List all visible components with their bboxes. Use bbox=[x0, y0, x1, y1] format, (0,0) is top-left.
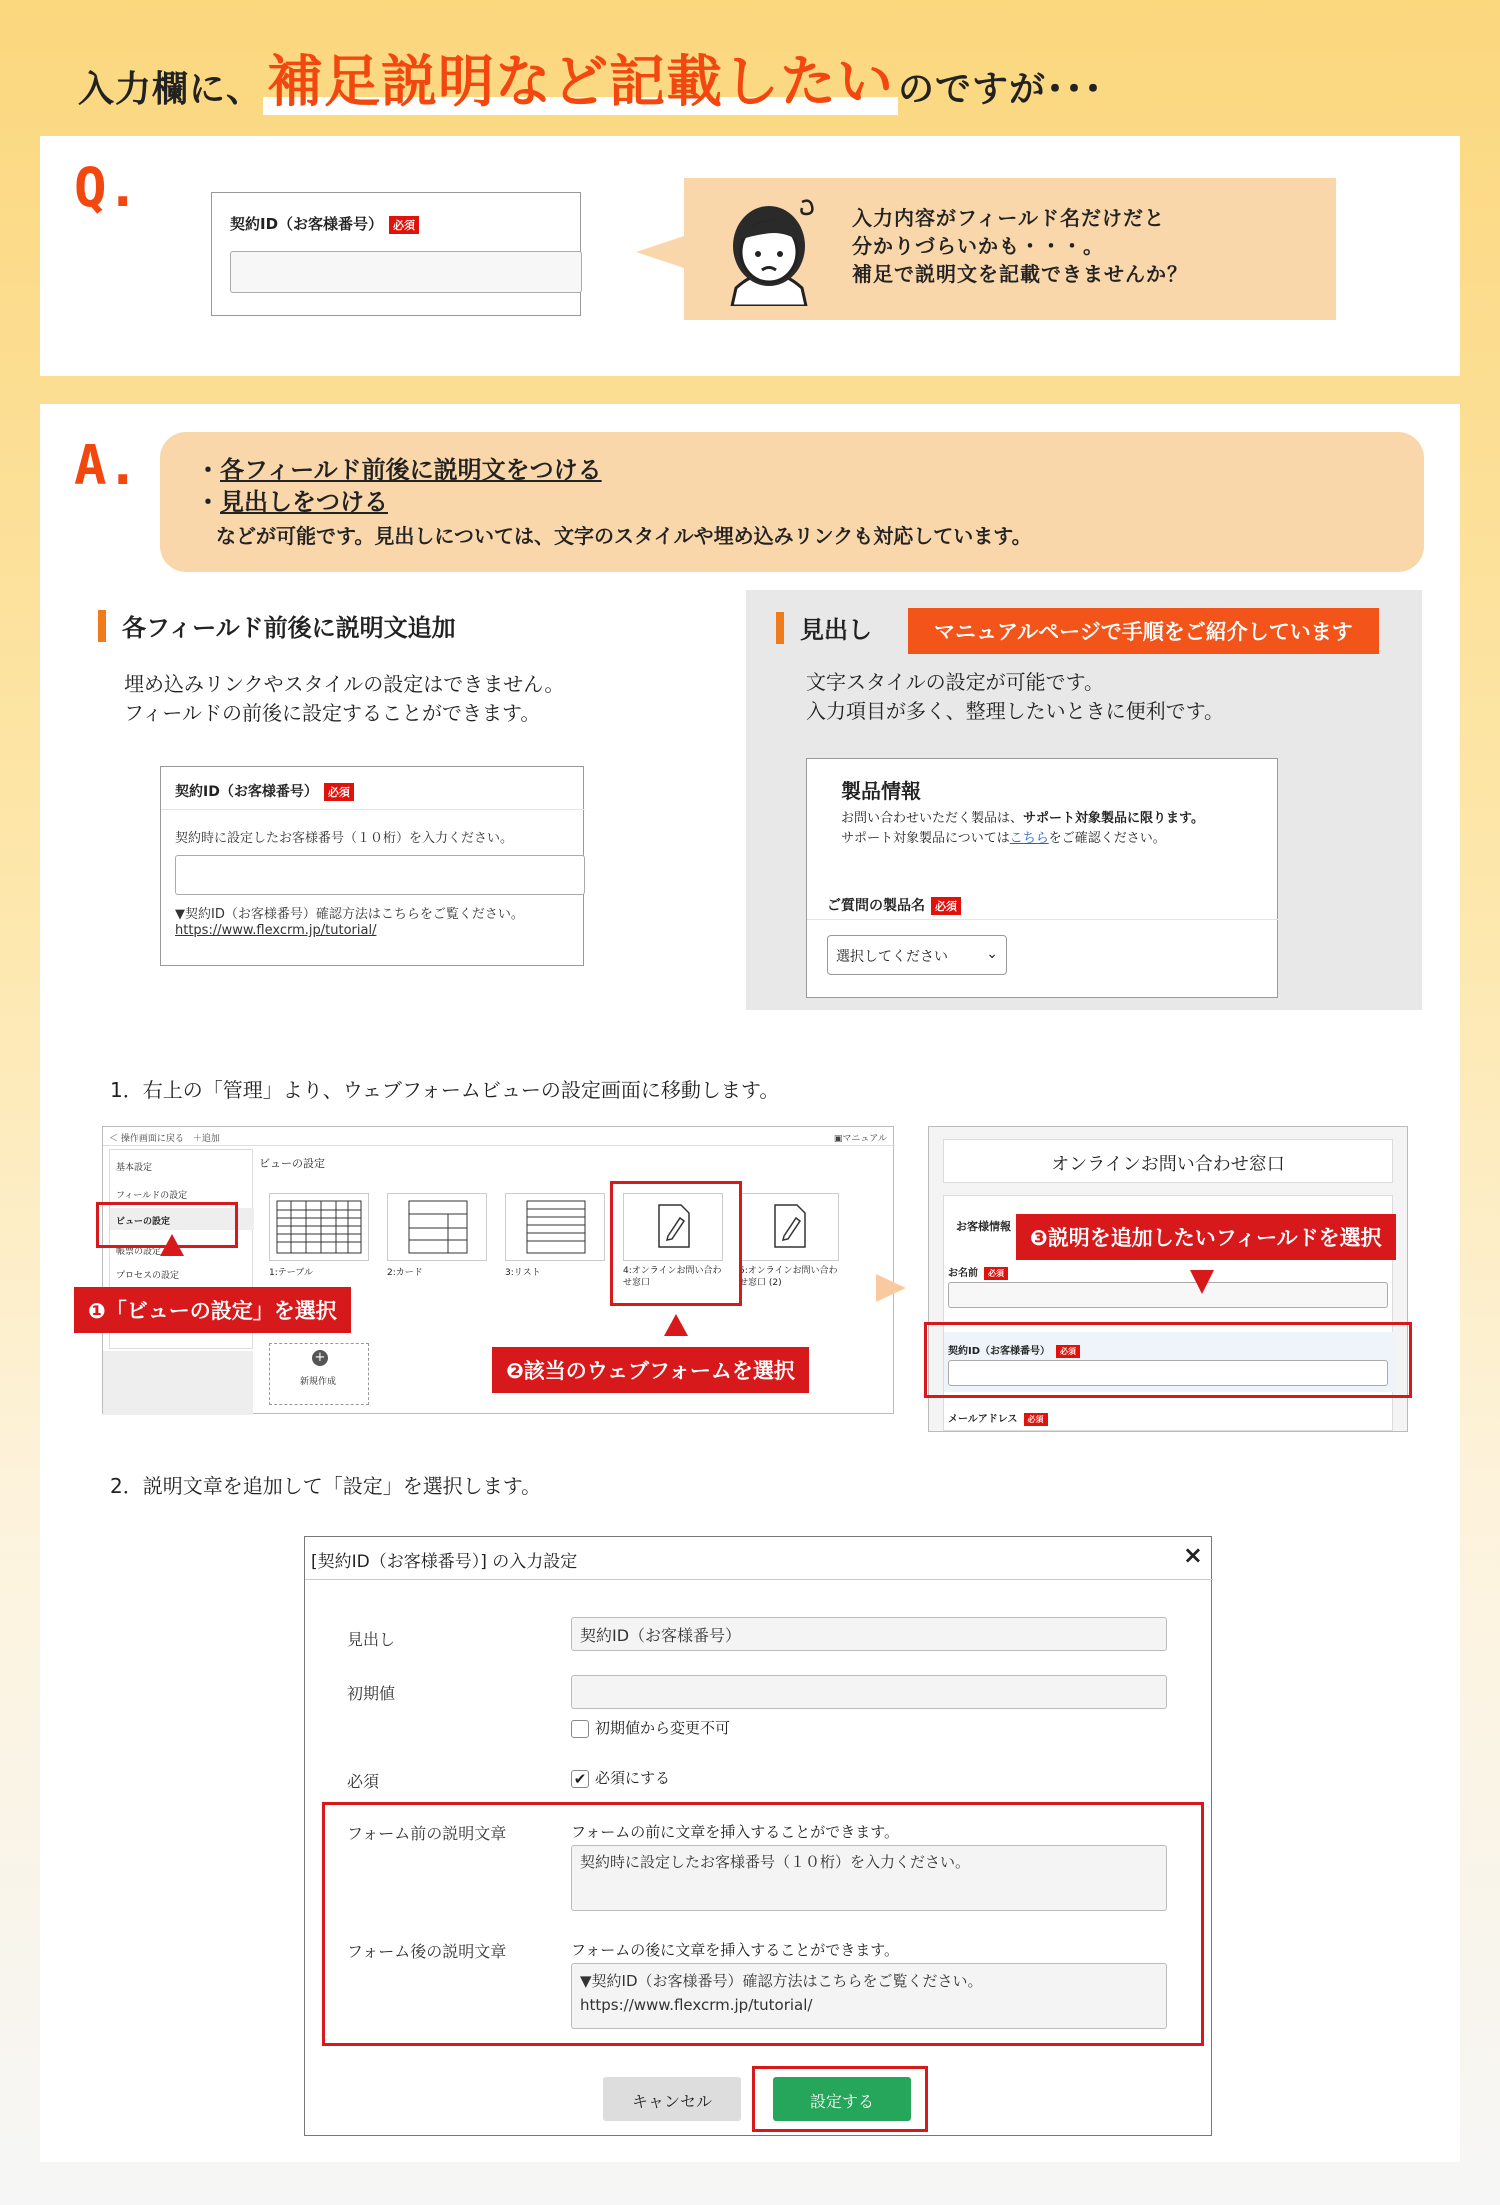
checkmark-icon: ✔ bbox=[571, 1770, 589, 1788]
menu-reports[interactable]: 帳票の設定 bbox=[116, 1247, 162, 1257]
plus-icon: + bbox=[312, 1350, 328, 1366]
heading-example-area bbox=[746, 590, 1422, 1010]
answer-note: などが可能です。見出しについては、文字のスタイルや埋め込みリンクも対応しています。 bbox=[216, 524, 1032, 548]
callout-1: ❶「ビューの設定」を選択 bbox=[74, 1287, 351, 1333]
field-settings-dialog: [契約ID（お客様番号）] の入力設定 × 見出し 契約ID（お客様番号） 初期値 初期値から変更不可 必須 ✔ 必須にする フォーム前の説明文章 フォームの前に文章を挿入することができます。 契約時に設定したお客様番号（１０桁）を入力ください。 フォーム後の説明文章 フォームの後に文章を挿入することができます。 ▼契約ID（お客様番号）確認方法はこちらをご覧ください。 https://www.flexcrm.jp/tutorial/ キャンセル 設定する bbox=[304, 1536, 1212, 2136]
initial-lock-checkbox[interactable]: 初期値から変更不可 bbox=[571, 1717, 730, 1738]
heading-input[interactable]: 契約ID（お客様番号） bbox=[571, 1617, 1167, 1651]
product-title: 製品情報 bbox=[841, 779, 921, 803]
highlight-contract-field bbox=[924, 1322, 1412, 1398]
q-field-input bbox=[230, 251, 582, 293]
menu-fields[interactable]: フィールドの設定 bbox=[116, 1191, 188, 1201]
menu-process[interactable]: プロセスの設定 bbox=[116, 1271, 180, 1281]
callout-3: ❸説明を追加したいフィールドを選択 bbox=[1016, 1214, 1396, 1260]
initial-value-input[interactable] bbox=[571, 1675, 1167, 1709]
after-link[interactable]: https://www.flexcrm.jp/tutorial/ bbox=[175, 923, 377, 938]
view-card-card[interactable] bbox=[387, 1193, 487, 1261]
bubble-line-3: 補足で説明文を記載できませんか？ bbox=[852, 262, 1188, 286]
required-checkbox[interactable]: ✔ 必須にする bbox=[571, 1767, 670, 1788]
right-desc-2: 入力項目が多く、整理したいときに便利です。 bbox=[806, 699, 1224, 723]
highlight-webform bbox=[610, 1181, 742, 1306]
product-form-sample: 製品情報 お問い合わせいただく製品は、サポート対象製品に限ります。 サポート対象製品についてはこちらをご確認ください。 ご質問の製品名 必須 選択してください ⌄ bbox=[806, 758, 1278, 998]
menu-basic[interactable]: 基本設定 bbox=[116, 1163, 153, 1173]
answer-point-1: 各フィールド前後に説明文をつける bbox=[220, 456, 602, 484]
bubble-line-2: 分かりづらいかも・・・。 bbox=[852, 234, 1104, 258]
close-icon[interactable]: × bbox=[1182, 1541, 1203, 1569]
page-title bbox=[78, 38, 1103, 118]
before-text-area[interactable]: 契約時に設定したお客様番号（１０桁）を入力ください。 bbox=[571, 1845, 1167, 1911]
worried-person-icon bbox=[714, 188, 824, 306]
back-link[interactable]: ＜ 操作画面に戻る bbox=[109, 1134, 184, 1144]
highlight-submit-button bbox=[752, 2066, 928, 2132]
step2-text: 2．説明文章を追加して「設定」を選択します。 bbox=[110, 1474, 542, 1498]
question-panel bbox=[40, 136, 1460, 376]
callout-2: ❷該当のウェブフォームを選択 bbox=[492, 1347, 809, 1393]
product-select[interactable]: 選択してください ⌄ bbox=[827, 935, 1007, 975]
name-input[interactable] bbox=[948, 1282, 1388, 1308]
here-link[interactable]: こちら bbox=[1009, 831, 1049, 846]
title-prefix: 入力欄に、 bbox=[78, 69, 264, 110]
callout-arrow bbox=[664, 1314, 688, 1336]
q-field-sample bbox=[211, 192, 581, 316]
view-card-webform-2[interactable] bbox=[739, 1193, 839, 1261]
form-section: お客様情報 bbox=[956, 1220, 1011, 1233]
after-text-area[interactable]: ▼契約ID（お客様番号）確認方法はこちらをご覧ください。 https://www.flexcrm.jp/tutorial/ bbox=[571, 1963, 1167, 2029]
left-field-input bbox=[175, 855, 585, 895]
right-desc-1: 文字スタイルの設定が可能です。 bbox=[806, 670, 1104, 694]
table-icon bbox=[276, 1200, 362, 1254]
checkbox-icon bbox=[571, 1720, 589, 1738]
left-desc-1: 埋め込みリンクやスタイルの設定はできません。 bbox=[124, 672, 565, 696]
dialog-title: [契約ID（お客様番号）] の入力設定 bbox=[311, 1552, 578, 1572]
before-text: 契約時に設定したお客様番号（１０桁）を入力ください。 bbox=[175, 831, 514, 846]
manual-link[interactable]: ▣マニュアル bbox=[833, 1134, 887, 1144]
left-field-sample: 契約ID（お客様番号） 必須 契約時に設定したお客様番号（１０桁）を入力ください。 ▼契約ID（お客様番号）確認方法はこちらをご覧ください。 https://www.flexcrm.jp/tutorial/ bbox=[160, 766, 584, 966]
q-mark: Q. bbox=[74, 156, 140, 219]
left-desc-2: フィールドの前後に設定することができます。 bbox=[124, 701, 541, 725]
after-text: ▼契約ID（お客様番号）確認方法はこちらをご覧ください。 bbox=[175, 907, 524, 922]
answer-point-2: 見出しをつける bbox=[220, 488, 388, 516]
next-arrow-icon bbox=[876, 1274, 906, 1302]
card-icon bbox=[408, 1200, 468, 1254]
bubble-line-1: 入力内容がフィールド名だけだと bbox=[852, 206, 1165, 230]
section-bar bbox=[776, 612, 784, 644]
section-bar bbox=[98, 610, 106, 642]
add-link[interactable]: ＋追加 bbox=[192, 1134, 220, 1144]
a-mark: A. bbox=[74, 434, 140, 497]
view-card-list[interactable] bbox=[505, 1193, 605, 1261]
step1-text: 1．右上の「管理」より、ウェブフォームビューの設定画面に移動します。 bbox=[110, 1078, 780, 1102]
left-section-heading: 各フィールド前後に説明文追加 bbox=[122, 614, 456, 642]
chevron-down-icon: ⌄ bbox=[986, 946, 998, 962]
q-field-label: 契約ID（お客様番号） bbox=[230, 215, 384, 233]
highlight-description-fields bbox=[322, 1802, 1204, 2046]
submit-button[interactable]: 設定する bbox=[773, 2077, 911, 2121]
view-card-table[interactable] bbox=[269, 1193, 369, 1261]
title-highlight: 補足説明など記載したい bbox=[263, 50, 898, 115]
form-preview: オンラインお問い合わせ窓口 お客様情報 お名前 必須 契約ID（お客様番号） 必須 メールアドレス 必須 bbox=[928, 1126, 1408, 1432]
answer-summary: ・各フィールド前後に説明文をつける ・見出しをつける などが可能です。見出しについては、文字のスタイルや埋め込みリンクも対応しています。 bbox=[160, 432, 1424, 572]
bubble-tail bbox=[636, 236, 684, 268]
form-edit-icon bbox=[774, 1204, 806, 1248]
book-icon: ▣ bbox=[833, 1134, 843, 1144]
left-field-label: 契約ID（お客様番号） bbox=[175, 784, 318, 800]
right-section-heading: 見出し bbox=[800, 616, 872, 644]
form-title: オンラインお問い合わせ窓口 bbox=[943, 1139, 1393, 1183]
manual-page-button[interactable]: マニュアルページで手順をご紹介しています bbox=[908, 608, 1379, 654]
new-view-button[interactable]: + 新規作成 bbox=[269, 1343, 369, 1405]
answer-panel bbox=[40, 404, 1460, 2162]
required-badge: 必須 bbox=[389, 216, 419, 234]
list-icon bbox=[526, 1200, 586, 1254]
question-bubble bbox=[684, 178, 1336, 320]
admin-screen: ＜ 操作画面に戻る ＋追加 ▣マニュアル 基本設定 フィールドの設定 ビューの設定 帳票の設定 プロセスの設定 ビューの設定 1:テーブル 2:カード 3:リスト 4:オンラインお問い合わせ窓口 5:オンラインお問い合わせ窓口 (2) + 新規作成 bbox=[102, 1126, 894, 1414]
cancel-button[interactable]: キャンセル bbox=[603, 2077, 741, 2121]
title-suffix: のですが･･･ bbox=[898, 69, 1104, 110]
product-field-label: ご質問の製品名 bbox=[827, 898, 925, 914]
callout-arrow bbox=[160, 1234, 184, 1256]
contract-field-row[interactable]: 契約ID（お客様番号） 必須 bbox=[944, 1332, 1394, 1392]
menu-views[interactable]: ビューの設定 bbox=[110, 1208, 254, 1230]
callout-arrow bbox=[1190, 1270, 1214, 1294]
view-settings-title: ビューの設定 bbox=[259, 1157, 325, 1170]
